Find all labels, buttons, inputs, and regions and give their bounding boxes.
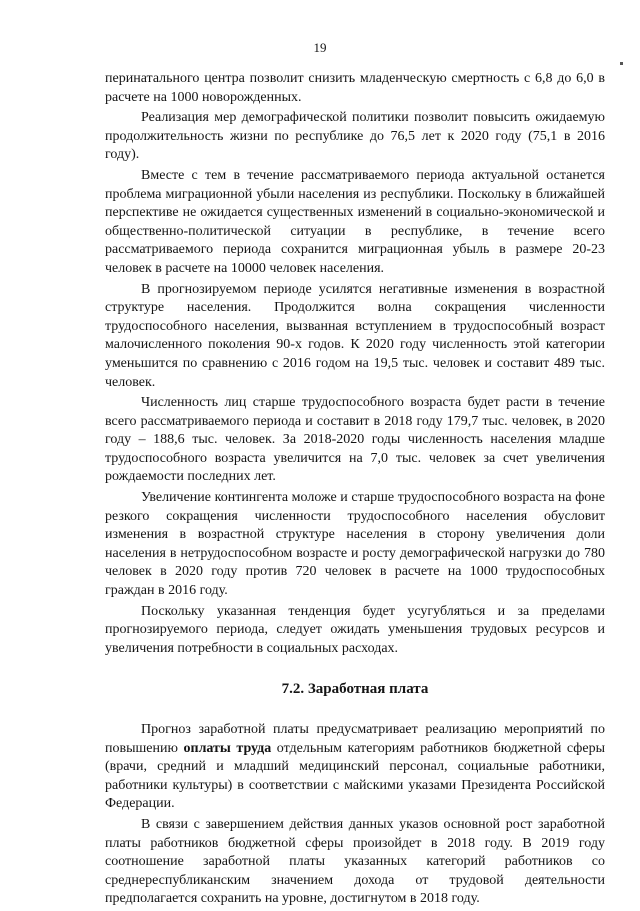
wage-forecast-bold-term: оплаты труда [183,740,272,756]
section-heading: 7.2. Заработная плата [281,681,429,698]
paragraph-age-structure: В прогнозируемом периоде усилятся негативные изменения в возрастной структуре населения. Продолжится волна сокращения численности трудоспособного населения, вызванная вступлением в трудоспособный возраст малочисленного поколения 90-х годов. К 2020 году численность этой категории уменьшится по сравнению с 2016 годом на 19,5 тыс. человек и составит 489 тыс. человек. [105,281,605,390]
document-body [105,70,605,911]
paragraph-demographic-load: Увеличение контингента моложе и старше трудоспособного возраста на фоне резкого сокращения численности трудоспособного населения обусловит изменения в возрастной структуре населения в сторону увеличения доли населения в нетрудоспособном возрасте и росту демографической нагрузки до 780 человек в 2020 году против 720 человек в расчете на 1000 трудоспособных граждан в 2016 году. [105,490,605,599]
page-number: 19 [313,40,327,55]
wage-forecast-text-end: отдельным категориям работников бюджетной сферы (врачи, средний и младший медицинский персонал, социальные работники, работники культуры) в соответствии с майскими указами Президента Российской Федерации. [105,740,605,812]
paragraph-older-population: Численность лиц старше трудоспособного возраста будет расти в течение всего рассматриваемого периода и составит в 2018 году 179,7 тыс. человек, в 2020 году – 188,6 тыс. человек. За 2018-2020 годы численность населения младше трудоспособного возраста увеличится на 7,0 тыс. человек за счет увеличения рождаемости последних лет. [105,395,605,485]
paragraph-wage-forecast [105,721,605,814]
paragraph-migration: Вместе с тем в течение рассматриваемого периода актуальной останется проблема миграционной убыли населения из республики. Поскольку в ближайшей перспективе не ожидается существенных изменений в социально-экономической и общественно-политической ситуации в республике, в течение всего рассматриваемого периода сохранится миграционная убыль в размере 20-23 человек в расчете на 10000 человек населения. [105,167,605,276]
wage-forecast-text-start: Прогноз заработной платы предусматривает реализацию мероприятий по повышению [105,722,605,756]
paragraph-decree-completion: В связи с завершением действия данных указов основной рост заработной платы работников бюджетной сферы произойдет в 2018 году. В 2019 году соотношение заработной платы указанных категорий работников со среднереспубликанским значением дохода от трудовой деятельности предполагается сохранить на уровне, достигнутом в 2018 году. [105,816,605,907]
scan-mark [620,62,623,65]
paragraph-infant-mortality: перинатального центра позволит снизить младенческую смертность с 6,8 до 6,0 в расчете на 1000 новорожденных. [105,71,605,105]
paragraph-life-expectancy: Реализация мер демографической политики позволит повысить ожидаемую продолжительность жизни по республике до 76,5 лет к 2020 году (75,1 в 2016 году). [105,110,605,163]
paragraph-labor-resources: Поскольку указанная тенденция будет усугубляться и за пределами прогнозируемого периода, следует ожидать уменьшения трудовых ресурсов и увеличения потребности в социальных расходах. [105,603,605,656]
